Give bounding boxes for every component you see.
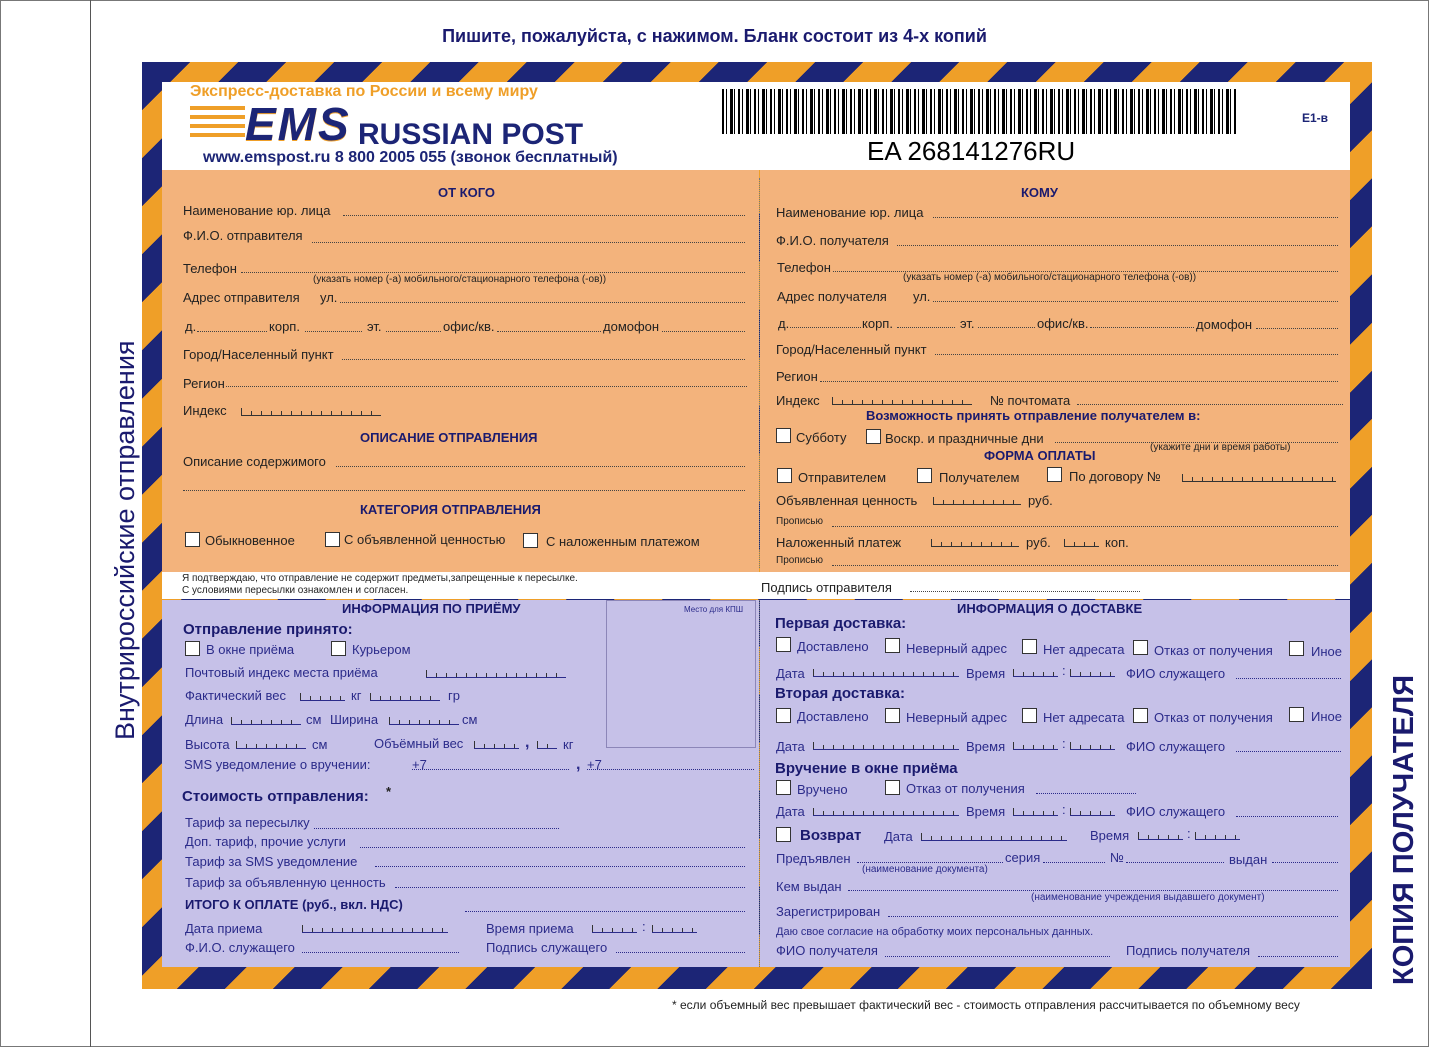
sender-street-field[interactable]: [340, 302, 745, 303]
first-delivery-title: Первая доставка:: [775, 615, 907, 632]
return-checkbox[interactable]: [776, 827, 791, 842]
return-time-colon: :: [1187, 826, 1191, 841]
first-wrong-address-checkbox[interactable]: [885, 638, 900, 653]
post-index-label: Почтовый индекс места приёма: [185, 665, 378, 680]
contents-field[interactable]: [336, 466, 745, 467]
cost-asterisk: *: [386, 784, 392, 799]
window-date-label: Дата: [776, 804, 805, 819]
second-staff-field[interactable]: [1236, 751, 1341, 752]
vol-weight-cells[interactable]: [474, 741, 519, 749]
sms-phone-2-field[interactable]: [587, 769, 754, 770]
sender-office-field[interactable]: [497, 331, 601, 332]
sender-phone-field[interactable]: [241, 272, 745, 273]
sender-phone-hint: (указать номер (-а) мобильного/стационарного телефона (-ов)): [313, 274, 607, 285]
sender-phone-label: Телефон: [183, 261, 237, 276]
sender-region-label: Регион: [183, 376, 225, 391]
second-time-hours[interactable]: [1013, 742, 1058, 750]
sms-plus7-label-1: +7: [412, 757, 427, 772]
first-other-label: Иное: [1311, 644, 1342, 659]
category-ordinary-checkbox[interactable]: [185, 532, 200, 547]
first-date-cells[interactable]: [813, 669, 959, 677]
first-no-addressee-label: Нет адресата: [1043, 642, 1125, 657]
comma-separator: ,: [525, 734, 530, 751]
window-refusal-field[interactable]: [1036, 793, 1136, 794]
return-time-hours[interactable]: [1138, 832, 1183, 840]
sender-d-field[interactable]: [197, 331, 267, 332]
sender-et-label: эт.: [367, 319, 382, 334]
acceptance-title: ИНФОРМАЦИЯ ПО ПРИЁМУ: [342, 601, 521, 616]
saturday-label: Субботу: [796, 430, 847, 445]
first-wrong-address-label: Неверный адрес: [906, 641, 1008, 656]
category-cod-checkbox[interactable]: [523, 533, 538, 548]
site-and-phone: www.emspost.ru 8 800 2005 055 (звонок бесплатный): [203, 149, 618, 166]
window-title: Вручение в окне приёма: [775, 760, 958, 777]
presented-field[interactable]: [857, 862, 1003, 863]
cod-rub-label: руб.: [1026, 535, 1051, 550]
series-label: серия: [1005, 850, 1041, 865]
first-delivered-checkbox[interactable]: [776, 637, 791, 652]
accepted-window-checkbox[interactable]: [185, 641, 200, 656]
second-refusal-checkbox[interactable]: [1133, 708, 1148, 723]
declared-value-cells[interactable]: [933, 497, 1021, 505]
sms-tariff-label: Тариф за SMS уведомление: [185, 854, 358, 869]
time-colon: :: [642, 919, 646, 934]
staff-sign-field[interactable]: [616, 952, 745, 953]
category-ordinary-label: Обыкновенное: [205, 533, 295, 548]
receive-option-title: Возможность принять отправление получателем в:: [866, 408, 1201, 423]
accepted-courier-checkbox[interactable]: [331, 641, 346, 656]
saturday-checkbox[interactable]: [776, 428, 791, 443]
first-no-addressee-checkbox[interactable]: [1022, 639, 1037, 654]
series-field[interactable]: [1043, 862, 1105, 863]
recipient-org-field[interactable]: [933, 217, 1338, 218]
barcode: [722, 89, 1236, 134]
first-time-colon: :: [1062, 663, 1066, 678]
first-refusal-label: Отказ от получения: [1154, 643, 1273, 658]
extra-tariff-label: Доп. тариф, прочие услуги: [185, 834, 346, 849]
second-other-label: Иное: [1311, 709, 1342, 724]
recipient-d-field[interactable]: [790, 327, 861, 328]
return-date-cells[interactable]: [921, 833, 1067, 841]
pay-contract-label: По договору №: [1069, 469, 1161, 484]
width-cm-label: см: [462, 712, 478, 727]
return-label: Возврат: [800, 827, 862, 844]
second-delivered-checkbox[interactable]: [776, 708, 791, 723]
sender-domofon-label: домофон: [603, 319, 660, 334]
second-staff-label: ФИО служащего: [1126, 739, 1226, 754]
declared-tariff-field[interactable]: [395, 887, 745, 888]
return-time-label: Время: [1090, 828, 1130, 843]
window-time-hours[interactable]: [1013, 808, 1058, 816]
consent-text: Даю свое согласие на обработку моих персональных данных.: [776, 926, 1094, 938]
first-time-label: Время: [966, 666, 1006, 681]
recipient-domofon-label: домофон: [1196, 317, 1253, 332]
issued-field[interactable]: [1272, 862, 1338, 863]
accepted-courier-label: Курьером: [352, 642, 411, 657]
first-refusal-checkbox[interactable]: [1133, 640, 1148, 655]
sms-label: SMS уведомление о вручении:: [184, 757, 371, 772]
cod-kop-label: коп.: [1105, 535, 1129, 550]
doc-num-label: №: [1110, 850, 1124, 865]
accept-time-minutes[interactable]: [652, 925, 697, 933]
second-time-label: Время: [966, 739, 1006, 754]
recipient-korp-label: корп.: [862, 316, 893, 331]
tariff-field[interactable]: [314, 828, 559, 829]
footnote: * если объемный вес превышает фактический вес - стоимость отправления рассчитывается по объемному весу: [672, 998, 1300, 1012]
sender-d-label: д.: [185, 319, 197, 334]
recipient-et-label: эт.: [960, 316, 975, 331]
staff-sign-label: Подпись служащего: [486, 940, 608, 955]
payment-title: ФОРМА ОПЛАТЫ: [984, 448, 1096, 463]
window-time-minutes[interactable]: [1070, 808, 1115, 816]
sender-et-field[interactable]: [386, 331, 441, 332]
accepted-window-label: В окне приёма: [206, 642, 295, 657]
declared-value-label: Объявленная ценность: [776, 493, 918, 508]
total-label: ИТОГО К ОПЛАТЕ (руб., вкл. НДС): [185, 897, 403, 912]
left-divider: [90, 0, 91, 1047]
staff-fio-label: Ф.И.О. служащего: [185, 940, 295, 955]
doc-num-field[interactable]: [1126, 862, 1224, 863]
recipient-sign-label: Подпись получателя: [1126, 943, 1251, 958]
second-time-minutes[interactable]: [1070, 742, 1115, 750]
description-title: ОПИСАНИЕ ОТПРАВЛЕНИЯ: [360, 430, 538, 445]
sender-fio-field[interactable]: [312, 242, 745, 243]
sunday-label: Воскр. и праздничные дни: [885, 431, 1044, 446]
category-cod-label: С наложенным платежом: [546, 534, 700, 549]
return-date-label: Дата: [884, 829, 913, 844]
right-vertical-title: КОПИЯ ПОЛУЧАТЕЛЯ: [1388, 674, 1420, 985]
cod-label: Наложенный платеж: [776, 535, 902, 550]
second-delivered-label: Доставлено: [797, 709, 869, 724]
window-date-cells[interactable]: [813, 808, 959, 816]
doc-hint: (наименование документа): [862, 864, 988, 875]
ems-stripes-icon: [190, 106, 245, 142]
recipient-fio-sign-field[interactable]: [885, 956, 1110, 957]
issued-by-field[interactable]: [848, 890, 1338, 891]
recipient-street-label: ул.: [913, 289, 931, 304]
cod-propisyu-field[interactable]: [832, 565, 1338, 566]
first-staff-label: ФИО служащего: [1126, 666, 1226, 681]
recipient-index-cells[interactable]: [832, 397, 972, 405]
second-time-colon: :: [1062, 736, 1066, 751]
weight-gr-cells[interactable]: [370, 693, 440, 701]
recipient-city-field[interactable]: [935, 354, 1338, 355]
form-code: E1-в: [1302, 111, 1329, 125]
recipient-fio-label: Ф.И.О. получателя: [776, 233, 889, 248]
post-index-cells[interactable]: [426, 670, 566, 678]
handed-label: Вручено: [797, 782, 848, 797]
second-wrong-address-checkbox[interactable]: [885, 708, 900, 723]
second-wrong-address-label: Неверный адрес: [906, 710, 1008, 725]
vol-weight-fraction-cells[interactable]: [537, 741, 557, 749]
first-date-label: Дата: [776, 666, 805, 681]
length-cells[interactable]: [231, 717, 301, 725]
weight-kg-label: кг: [351, 688, 362, 703]
receive-hint: (укажите дни и время работы): [1150, 442, 1291, 453]
ems-logo: EMS: [245, 98, 351, 150]
pay-sender-label: Отправителем: [798, 470, 887, 485]
tariff-label: Тариф за пересылку: [185, 815, 310, 830]
second-date-cells[interactable]: [813, 742, 959, 750]
top-note: Пишите, пожалуйста, с нажимом. Бланк состоит из 4-х копий: [442, 26, 987, 46]
cod-cells[interactable]: [931, 539, 1019, 547]
length-label: Длина: [185, 712, 224, 727]
cost-title: Стоимость отправления:: [182, 788, 369, 805]
first-time-minutes[interactable]: [1070, 669, 1115, 677]
kpsh-label: Место для КПШ: [684, 605, 744, 614]
pay-contract-checkbox[interactable]: [1047, 467, 1062, 482]
pay-recipient-checkbox[interactable]: [917, 468, 932, 483]
sender-region-field[interactable]: [226, 386, 747, 387]
vol-weight-kg-label: кг: [563, 737, 574, 752]
weight-gr-label: гр: [448, 688, 460, 703]
sender-domofon-field[interactable]: [662, 331, 745, 332]
tagline: Экспресс-доставка по России и всему миру: [190, 83, 538, 100]
weight-label: Фактический вес: [185, 688, 286, 703]
extra-tariff-field[interactable]: [360, 847, 745, 848]
recipient-street-field[interactable]: [933, 301, 1338, 302]
declared-rub-label: руб.: [1028, 493, 1053, 508]
recipient-region-label: Регион: [776, 369, 818, 384]
sms-plus7-label-2: +7: [587, 757, 602, 772]
sender-korp-label: корп.: [269, 319, 300, 334]
window-time-colon: :: [1062, 802, 1066, 817]
registered-label: Зарегистрирован: [776, 904, 881, 919]
category-declared-label: С объявленной ценностью: [344, 532, 506, 547]
second-delivery-title: Вторая доставка:: [775, 685, 905, 702]
second-no-addressee-checkbox[interactable]: [1022, 708, 1037, 723]
height-cm-label: см: [312, 737, 328, 752]
sender-signature-field[interactable]: [910, 591, 1140, 592]
second-date-label: Дата: [776, 739, 805, 754]
window-staff-label: ФИО служащего: [1126, 804, 1226, 819]
total-field[interactable]: [465, 911, 745, 912]
sender-city-field[interactable]: [342, 359, 745, 360]
window-staff-field[interactable]: [1236, 816, 1338, 817]
recipient-domofon-field[interactable]: [1256, 328, 1338, 329]
recipient-title: КОМУ: [1021, 185, 1058, 200]
registered-field[interactable]: [888, 916, 1338, 917]
comma-separator-2: ,: [576, 756, 581, 773]
length-cm-label: см: [306, 712, 322, 727]
recipient-org-label: Наименование юр. лица: [776, 205, 924, 220]
sender-title: ОТ КОГО: [438, 185, 496, 200]
tracking-number: EA 268141276RU: [867, 136, 1076, 166]
contents-label: Описание содержимого: [183, 454, 326, 469]
staff-fio-field[interactable]: [302, 952, 459, 953]
contract-number-cells[interactable]: [1182, 474, 1336, 482]
accept-time-hours[interactable]: [592, 925, 637, 933]
declared-propisyu-label: Прописью: [776, 516, 824, 527]
confirm-line-2: С условиями пересылки ознакомлен и согласен.: [182, 585, 409, 596]
sms-phone-1-field[interactable]: [412, 769, 569, 770]
left-vertical-title: Внутрироссийские отправления: [110, 340, 140, 740]
recipient-office-label: офис/кв.: [1037, 316, 1089, 331]
accepted-title: Отправление принято:: [183, 621, 353, 638]
height-label: Высота: [185, 737, 230, 752]
return-time-minutes[interactable]: [1195, 832, 1240, 840]
confirm-line-1: Я подтверждаю, что отправление не содержит предметы,запрещенные к пересылке.: [182, 573, 578, 584]
sender-org-label: Наименование юр. лица: [183, 203, 331, 218]
recipient-korp-field[interactable]: [897, 327, 955, 328]
first-delivered-label: Доставлено: [797, 639, 869, 654]
recipient-section: [760, 170, 1350, 572]
sender-korp-field[interactable]: [305, 331, 362, 332]
presented-label: Предъявлен: [776, 851, 851, 866]
second-refusal-label: Отказ от получения: [1154, 710, 1273, 725]
window-refusal-label: Отказ от получения: [906, 781, 1025, 796]
russian-post-logo: RUSSIAN POST: [358, 118, 584, 151]
sms-tariff-field[interactable]: [375, 866, 745, 867]
recipient-fio-field[interactable]: [897, 245, 1338, 246]
handed-checkbox[interactable]: [776, 780, 791, 795]
contents-field-2[interactable]: [183, 490, 745, 491]
sender-office-label: офис/кв.: [443, 319, 495, 334]
sender-fio-label: Ф.И.О. отправителя: [183, 228, 303, 243]
sender-index-cells[interactable]: [241, 408, 381, 416]
sender-city-label: Город/Населенный пункт: [183, 347, 334, 362]
second-other-checkbox[interactable]: [1289, 707, 1304, 722]
first-other-checkbox[interactable]: [1289, 641, 1304, 656]
accept-date-cells[interactable]: [302, 925, 448, 933]
recipient-et-field[interactable]: [978, 327, 1035, 328]
category-title: КАТЕГОРИЯ ОТПРАВЛЕНИЯ: [360, 502, 541, 517]
cod-propisyu-label: Прописью: [776, 555, 824, 566]
vol-weight-label: Объёмный вес: [374, 736, 464, 751]
recipient-sign-field[interactable]: [1258, 956, 1338, 957]
issuer-hint: (наименование учреждения выдавшего документ): [1031, 892, 1265, 903]
recipient-region-field[interactable]: [820, 381, 1338, 382]
pay-sender-checkbox[interactable]: [777, 468, 792, 483]
recipient-phone-label: Телефон: [777, 260, 831, 275]
accept-date-label: Дата приема: [185, 921, 263, 936]
width-label: Ширина: [330, 712, 379, 727]
accept-time-label: Время приема: [486, 921, 574, 936]
cod-kop-cells[interactable]: [1064, 539, 1099, 547]
issued-label: выдан: [1229, 852, 1268, 867]
weight-kg-cells[interactable]: [300, 693, 345, 701]
sender-index-label: Индекс: [183, 403, 227, 418]
height-cells[interactable]: [236, 741, 306, 749]
pay-recipient-label: Получателем: [939, 470, 1020, 485]
recipient-d-label: д.: [778, 316, 790, 331]
issued-by-label: Кем выдан: [776, 879, 842, 894]
recipient-phone-hint: (указать номер (-а) мобильного/стационарного телефона (-ов)): [903, 272, 1197, 283]
declared-propisyu-field[interactable]: [832, 526, 1338, 527]
second-no-addressee-label: Нет адресата: [1043, 710, 1125, 725]
recipient-address-label: Адрес получателя: [777, 289, 887, 304]
declared-tariff-label: Тариф за объявленную ценность: [185, 875, 386, 890]
kpsh-area[interactable]: [606, 600, 756, 748]
sender-address-label: Адрес отправителя: [183, 290, 300, 305]
postomat-label: № почтомата: [990, 393, 1071, 408]
sunday-checkbox[interactable]: [866, 429, 881, 444]
first-staff-field[interactable]: [1236, 678, 1341, 679]
recipient-city-label: Город/Населенный пункт: [776, 342, 927, 357]
section-divider: [759, 178, 760, 568]
recipient-index-label: Индекс: [776, 393, 820, 408]
postomat-field[interactable]: [1077, 404, 1343, 405]
sender-street-label: ул.: [320, 290, 338, 305]
lower-divider: [759, 600, 760, 967]
recipient-fio-sign-label: ФИО получателя: [776, 943, 878, 958]
sender-signature-label: Подпись отправителя: [761, 580, 892, 595]
width-cells[interactable]: [389, 717, 459, 725]
first-time-hours[interactable]: [1013, 669, 1058, 677]
delivery-title: ИНФОРМАЦИЯ О ДОСТАВКЕ: [957, 601, 1143, 616]
window-refusal-checkbox[interactable]: [885, 780, 900, 795]
window-time-label: Время: [966, 804, 1006, 819]
sender-org-field[interactable]: [343, 215, 745, 216]
recipient-office-field[interactable]: [1090, 327, 1194, 328]
category-declared-checkbox[interactable]: [325, 532, 340, 547]
